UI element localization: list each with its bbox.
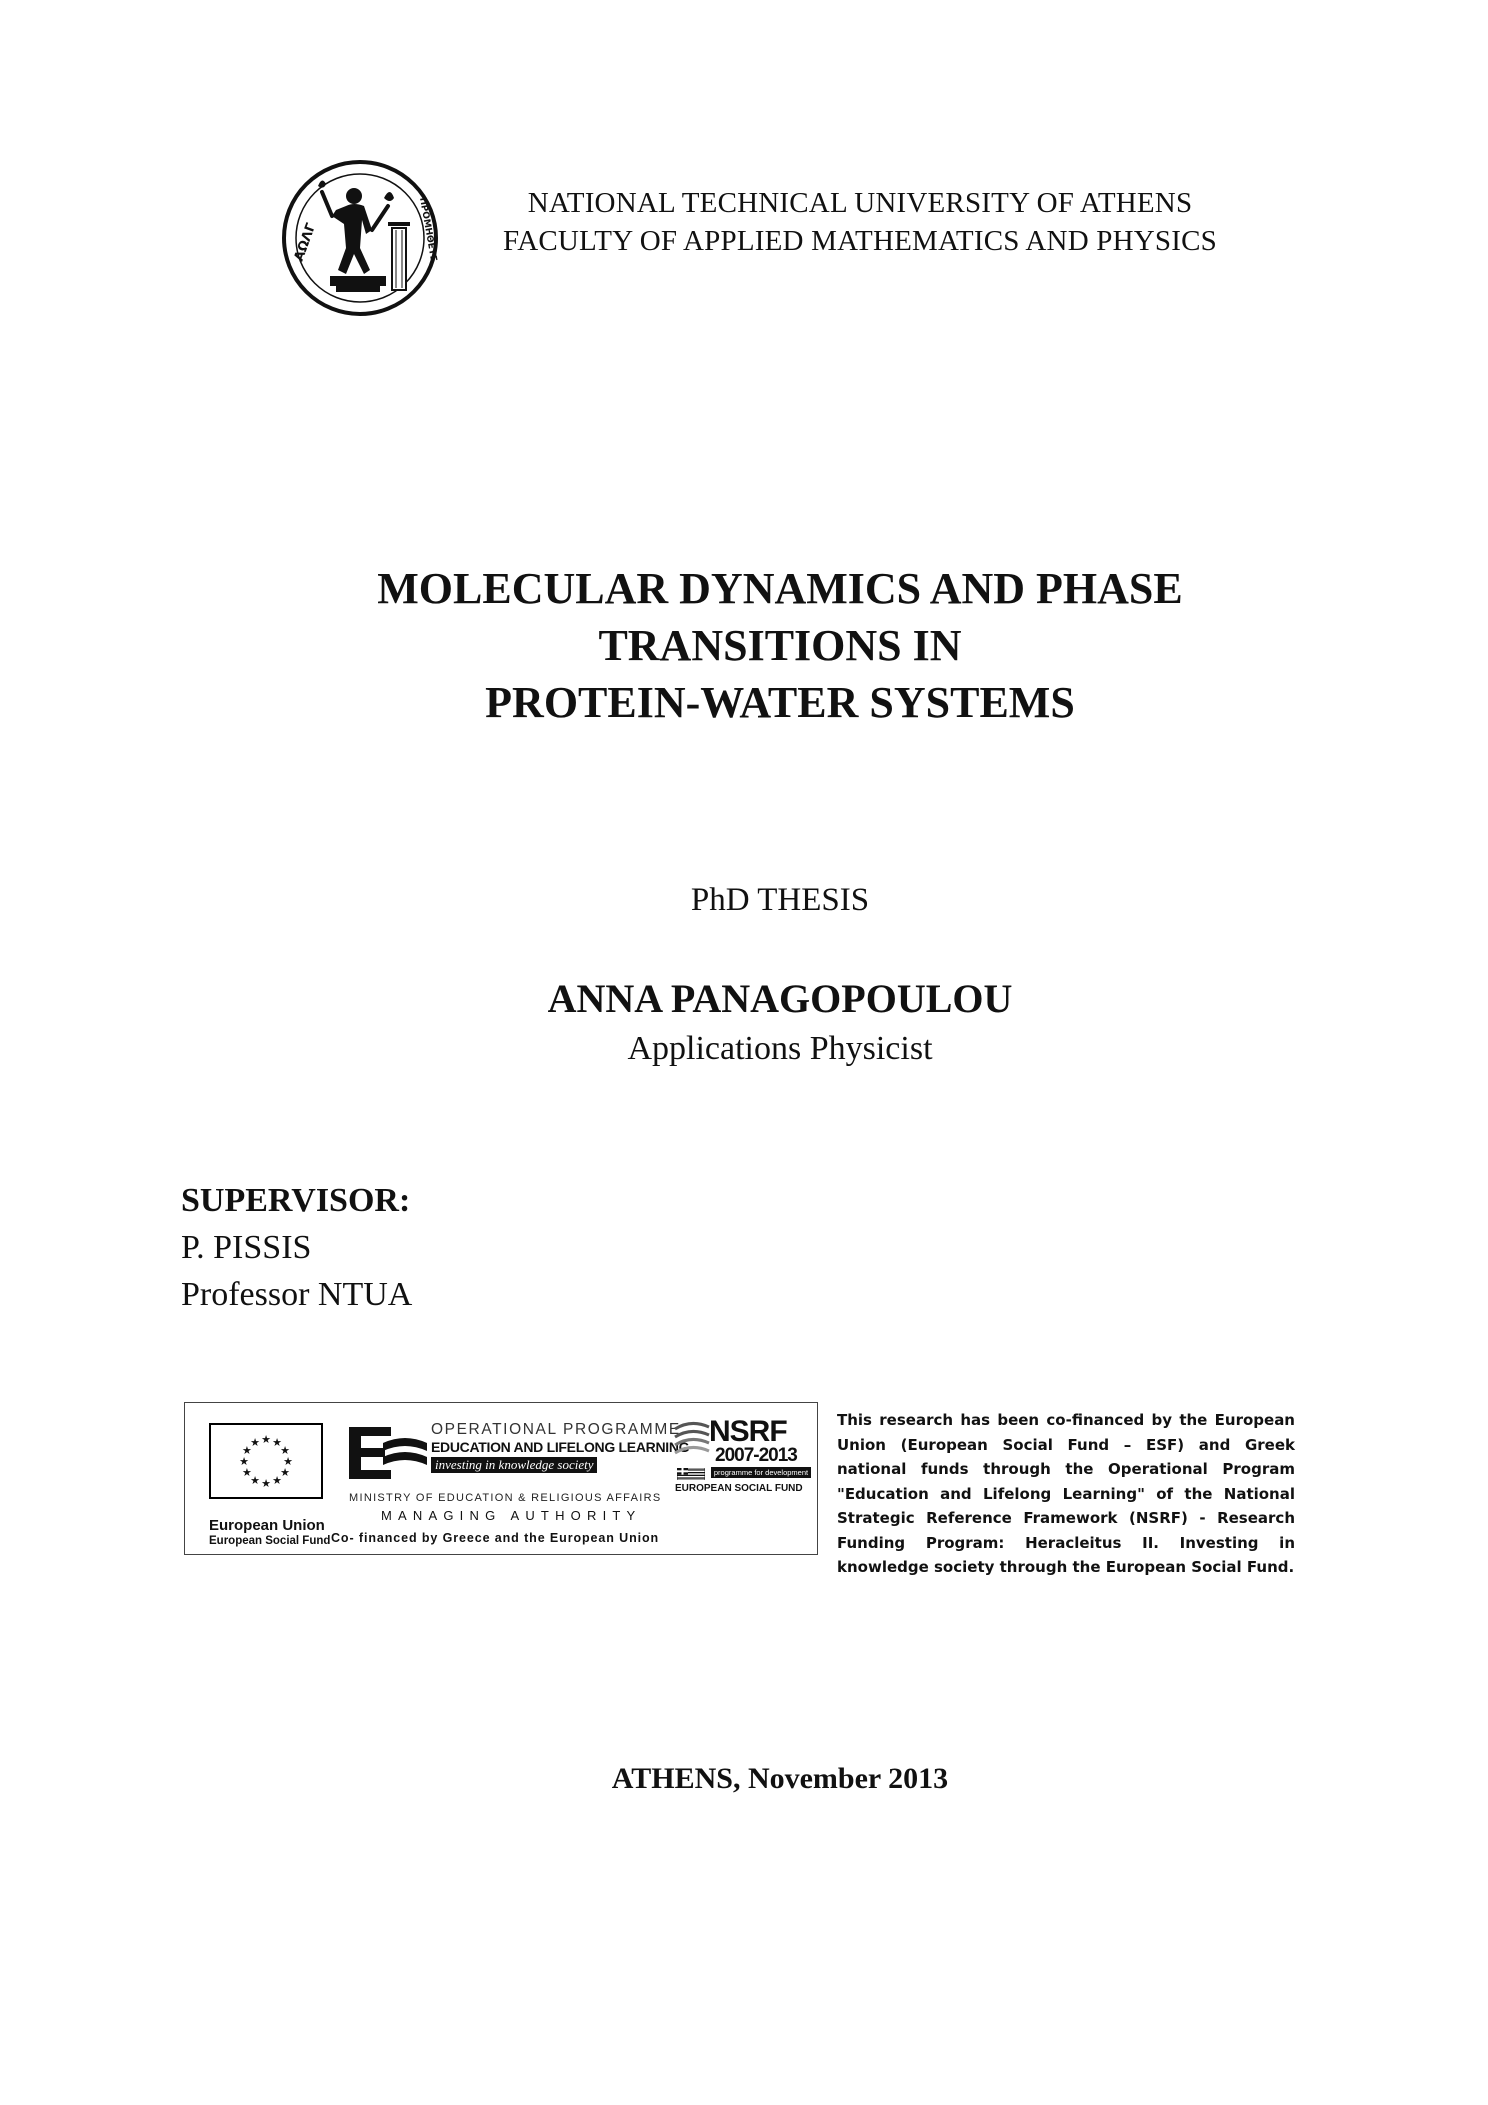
cofinanced-text: Co- financed by Greece and the European Union (331, 1531, 660, 1545)
degree-type: PhD THESIS (690, 882, 870, 918)
thesis-title (200, 560, 1360, 731)
open-book-logo-icon (349, 1425, 429, 1481)
title-line-3: PROTEIN-WATER SYSTEMS (485, 678, 1075, 727)
author-name: ANNA PANAGOPOULOU (547, 976, 1013, 1021)
eu-logo-block (209, 1423, 331, 1547)
faculty-name: FACULTY OF APPLIED MATHEMATICS AND PHYSICS (503, 225, 1217, 257)
op-line-2: EDUCATION AND LIFELONG LEARNING (431, 1439, 690, 1455)
nsrf-esf-text: EUROPEAN SOCIAL FUND (675, 1483, 803, 1494)
svg-text:ΑΩΛΓ: ΑΩΛΓ (291, 221, 320, 264)
op-line-1: OPERATIONAL PROGRAMME (431, 1421, 681, 1438)
institution-header (480, 184, 1240, 260)
supervisor-block (181, 1177, 681, 1318)
supervisor-title: Professor NTUA (181, 1276, 413, 1313)
eu-star-icon: ★ (250, 1435, 260, 1449)
eu-star-icon: ★ (272, 1474, 282, 1488)
nsrf-tagline: programme for development (711, 1467, 811, 1478)
title-line-1: MOLECULAR DYNAMICS AND PHASE (377, 564, 1183, 613)
eu-star-icon: ★ (250, 1474, 260, 1488)
eu-subtitle: European Social Fund (209, 1535, 331, 1547)
supervisor-name: P. PISSIS (181, 1229, 312, 1266)
funding-acknowledgement: This research has been co-financed by the European Union (European Social Fund – ESF) and Greek national funds through the Operational Program "Education and Lifelong Learning" of the National Strategic Reference Framework (NSRF) - Research Funding Program: Heracleitus II. Investing in knowledge society through the European Social Fund. (837, 1411, 1295, 1576)
eu-title: European Union (209, 1517, 325, 1534)
eu-star-icon: ★ (283, 1455, 293, 1468)
eu-star-icon: ★ (280, 1466, 291, 1479)
eu-star-icon: ★ (261, 1477, 271, 1490)
funding-logos-box (184, 1402, 818, 1555)
university-seal (280, 158, 440, 318)
author-role: Applications Physicist (627, 1030, 933, 1067)
nsrf-years: 2007-2013 (715, 1445, 797, 1466)
title-line-2: TRANSITIONS IN (598, 621, 962, 670)
op-line-3: investing in knowledge society (431, 1457, 597, 1473)
eu-star-icon: ★ (272, 1435, 282, 1449)
eu-star-icon: ★ (241, 1444, 252, 1457)
place-and-date: ATHENS, November 2013 (611, 1762, 949, 1795)
eu-flag-icon (209, 1423, 323, 1499)
supervisor-label: SUPERVISOR: (181, 1182, 411, 1219)
nsrf-title: NSRF (709, 1415, 787, 1448)
eu-star-icon: ★ (239, 1455, 249, 1468)
eu-star-icon: ★ (280, 1444, 291, 1457)
greek-flag-icon (677, 1467, 705, 1479)
ministry-text: MINISTRY OF EDUCATION & RELIGIOUS AFFAIRS (349, 1492, 662, 1504)
eu-star-icon: ★ (241, 1466, 252, 1479)
managing-authority-text: MANAGING AUTHORITY (381, 1508, 642, 1523)
eu-star-icon: ★ (261, 1433, 271, 1446)
university-name: NATIONAL TECHNICAL UNIVERSITY OF ATHENS (527, 187, 1193, 219)
ntua-prometheus-seal-icon (280, 158, 440, 318)
svg-text:ΠΡΟΜΗΘΕΥΣ: ΠΡΟΜΗΘΕΥΣ (417, 196, 439, 263)
